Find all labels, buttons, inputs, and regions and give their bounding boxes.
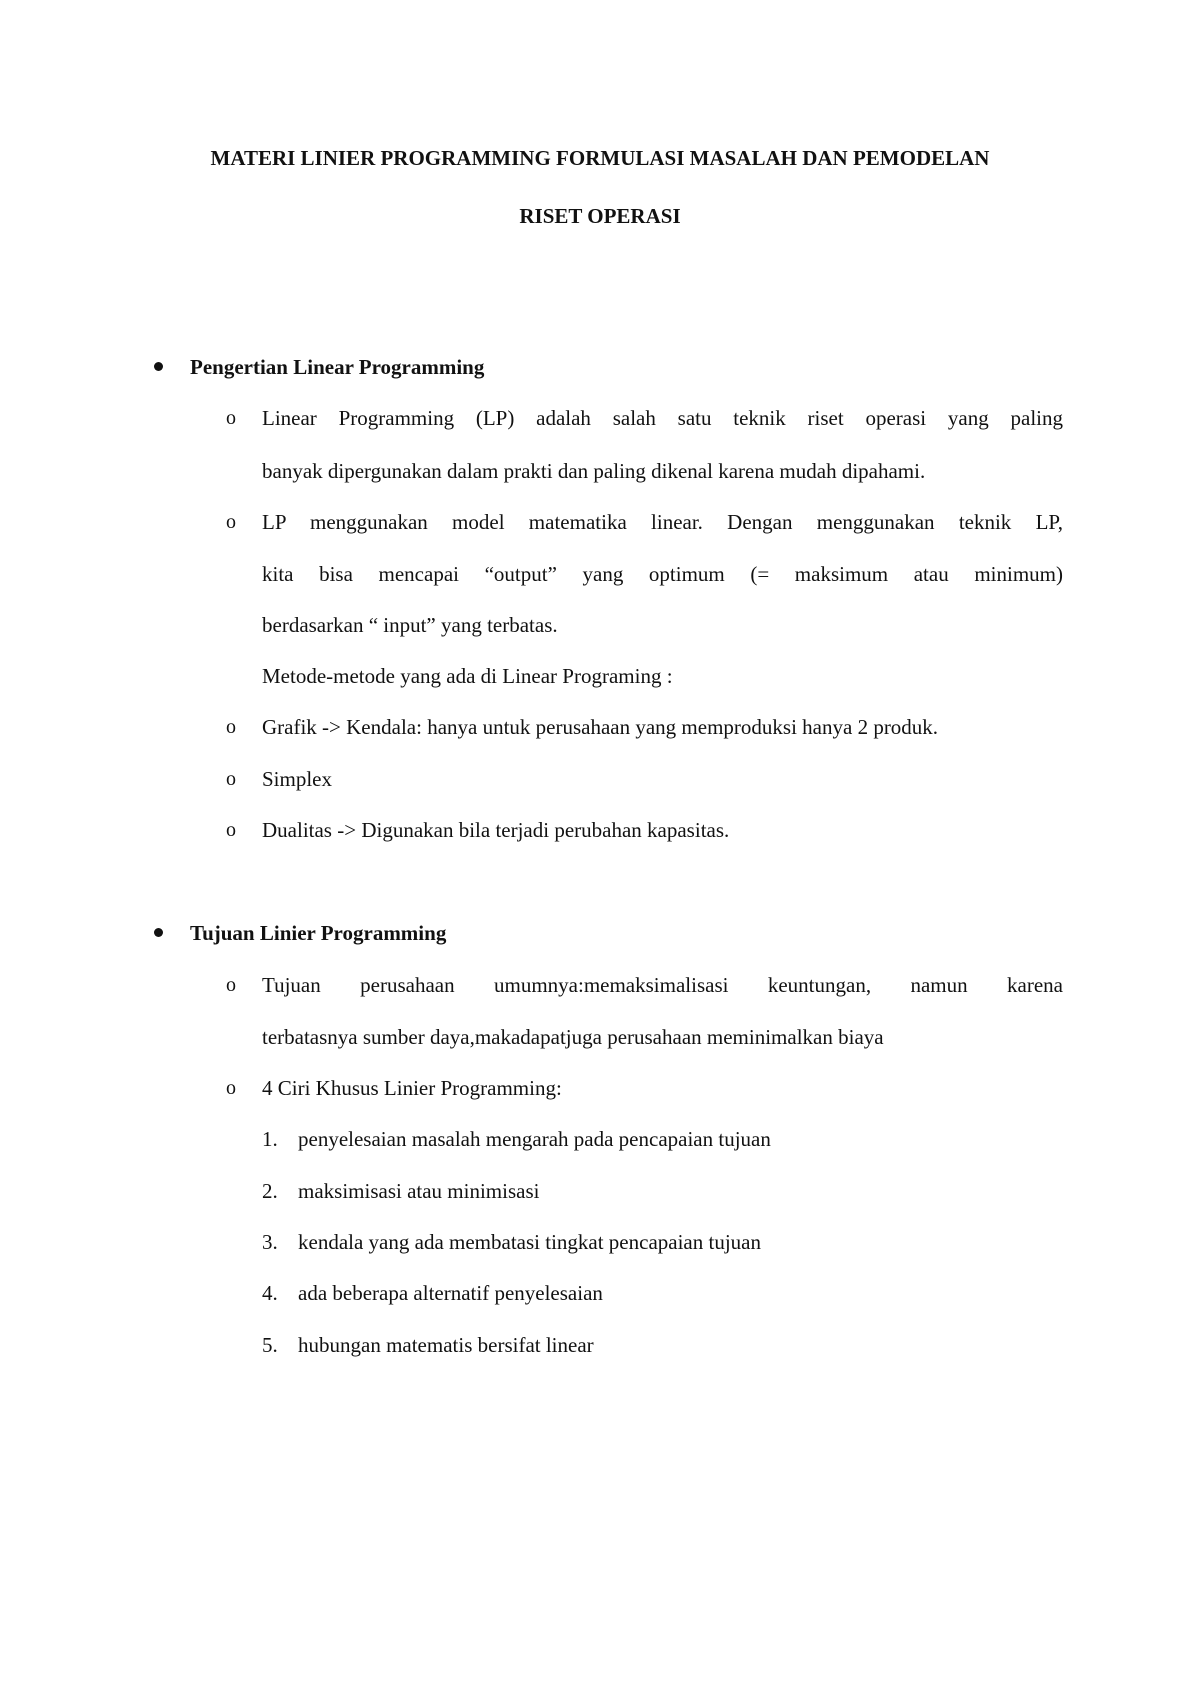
list-item-text: Simplex bbox=[262, 767, 333, 791]
section-heading: Pengertian Linear Programming bbox=[190, 355, 485, 379]
bullet-dot-icon bbox=[154, 928, 163, 937]
list-item bbox=[0, 970, 1200, 1000]
list-item bbox=[0, 403, 1200, 433]
list-item-continuation bbox=[0, 661, 1200, 691]
list-item-text: 4 Ciri Khusus Linier Programming: bbox=[262, 1076, 562, 1100]
list-item-text: Linear Programming (LP) adalah salah satu teknik riset operasi yang paling bbox=[262, 406, 1063, 430]
circle-bullet-icon: o bbox=[226, 974, 236, 996]
circle-bullet-icon: o bbox=[226, 407, 236, 429]
numbered-item-text: penyelesaian masalah mengarah pada pencapaian tujuan bbox=[298, 1127, 771, 1151]
numbered-item bbox=[0, 1176, 1200, 1206]
list-item-continuation bbox=[0, 559, 1200, 589]
numbered-item-text: kendala yang ada membatasi tingkat pencapaian tujuan bbox=[298, 1230, 761, 1254]
numbered-item bbox=[0, 1227, 1200, 1257]
section-heading: Tujuan Linier Programming bbox=[190, 921, 447, 945]
list-item bbox=[0, 507, 1200, 537]
numbered-item-text: maksimisasi atau minimisasi bbox=[298, 1179, 540, 1203]
item-number: 5. bbox=[262, 1333, 278, 1357]
document-title-line1: MATERI LINIER PROGRAMMING FORMULASI MASALAH DAN PEMODELAN bbox=[210, 146, 990, 170]
circle-bullet-icon: o bbox=[226, 768, 236, 790]
item-number: 4. bbox=[262, 1281, 278, 1305]
item-number: 3. bbox=[262, 1230, 278, 1254]
circle-bullet-icon: o bbox=[226, 819, 236, 841]
list-item-text: Grafik -> Kendala: hanya untuk perusahaan yang memproduksi hanya 2 produk. bbox=[262, 715, 939, 739]
list-item bbox=[0, 815, 1200, 845]
list-item-text: terbatasnya sumber daya,makadapatjuga perusahaan meminimalkan biaya bbox=[262, 1025, 884, 1049]
list-item-text: kita bisa mencapai “output” yang optimum (= maksimum atau minimum) bbox=[262, 562, 1063, 586]
numbered-item bbox=[0, 1330, 1200, 1360]
list-item-text: Metode-metode yang ada di Linear Programing : bbox=[262, 664, 673, 688]
numbered-item bbox=[0, 1278, 1200, 1308]
numbered-item-text: hubungan matematis bersifat linear bbox=[298, 1333, 594, 1357]
numbered-item-text: ada beberapa alternatif penyelesaian bbox=[298, 1281, 603, 1305]
item-number: 2. bbox=[262, 1179, 278, 1203]
list-item-continuation bbox=[0, 456, 1200, 486]
circle-bullet-icon: o bbox=[226, 511, 236, 533]
section-heading-row bbox=[0, 352, 1200, 382]
section-heading-row bbox=[0, 918, 1200, 948]
list-item-text: LP menggunakan model matematika linear. Dengan menggunakan teknik LP, bbox=[262, 510, 1063, 534]
list-item bbox=[0, 764, 1200, 794]
list-item-text: banyak dipergunakan dalam prakti dan paling dikenal karena mudah dipahami. bbox=[262, 459, 926, 483]
bullet-dot-icon bbox=[154, 362, 163, 371]
numbered-item bbox=[0, 1124, 1200, 1154]
list-item-text: Tujuan perusahaan umumnya:memaksimalisasi keuntungan, namun karena bbox=[262, 973, 1063, 997]
circle-bullet-icon: o bbox=[226, 716, 236, 738]
list-item-continuation bbox=[0, 610, 1200, 640]
list-item-continuation bbox=[0, 1022, 1200, 1052]
list-item bbox=[0, 1073, 1200, 1103]
document-title-line2: RISET OPERASI bbox=[519, 204, 681, 228]
list-item-text: berdasarkan “ input” yang terbatas. bbox=[262, 613, 558, 637]
list-item-text: Dualitas -> Digunakan bila terjadi perubahan kapasitas. bbox=[262, 818, 730, 842]
circle-bullet-icon: o bbox=[226, 1077, 236, 1099]
list-item bbox=[0, 712, 1200, 742]
item-number: 1. bbox=[262, 1127, 278, 1151]
